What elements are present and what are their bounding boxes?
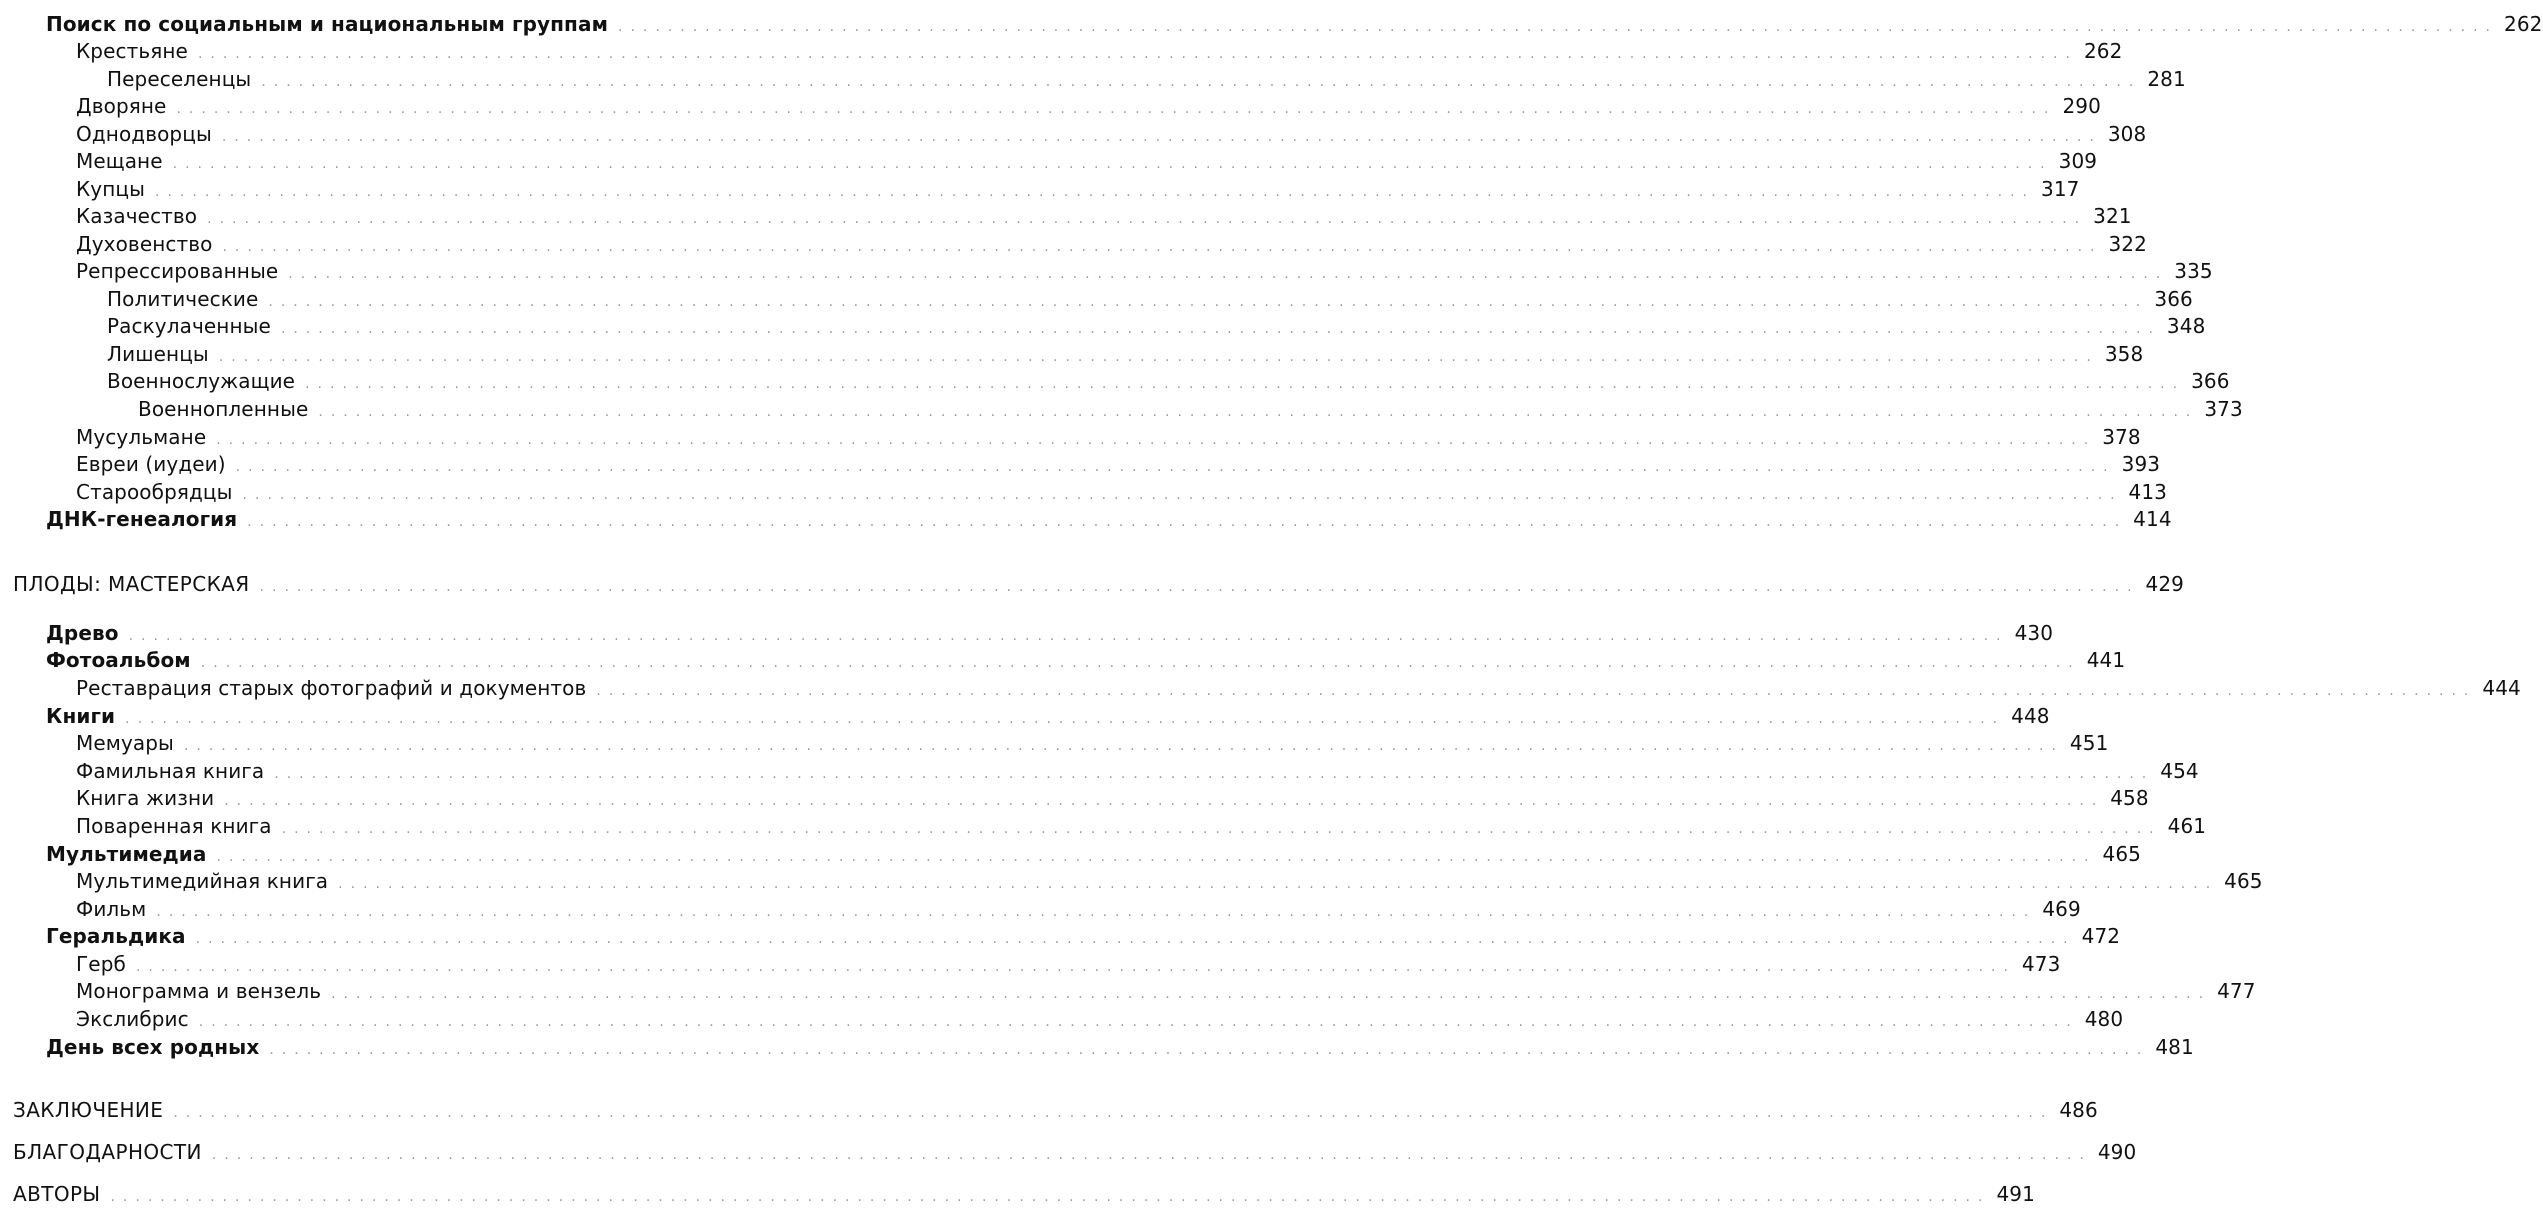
toc-entry [0,176,2080,202]
toc-entry-title: Экслибрис [76,1007,189,1031]
toc-entry-title: Военнослужащие [107,369,296,393]
toc-entry [0,11,2543,37]
toc-entry-page: 448 [2011,704,2050,728]
toc-entry-title: Фильм [76,897,147,921]
toc-entry-title: Фотоальбом [46,648,191,672]
toc-entry-page: 454 [2160,759,2199,783]
toc-entry-title: Реставрация старых фотографий и документов [76,676,587,700]
toc-entry-title: Политические [107,287,259,311]
toc-leader-dots: ....................................................................................................................................................... [280,321,2161,337]
toc-entry-title: Мусульмане [76,425,207,449]
toc-entry-page: 262 [2504,12,2543,36]
toc-entry [0,785,2149,811]
toc-entry-title: День всех родных [46,1035,260,1059]
toc-entry [0,368,2230,394]
toc-entry-title: Однодворцы [76,122,212,146]
toc-leader-dots: ....................................................................................................................................................... [281,821,2162,837]
toc-entry-title: Книга жизни [76,786,215,810]
toc-entry [0,730,2109,756]
toc-entry-page: 444 [2482,676,2521,700]
toc-leader-dots: ....................................................................................................................................................... [305,376,2186,392]
toc-leader-dots: ....................................................................................................................................................... [216,432,2097,448]
toc-entry-title: ДНК-генеалогия [46,507,238,531]
toc-leader-dots: ....................................................................................................................................................... [221,129,2102,145]
toc-leader-dots: ....................................................................................................................................................... [135,959,2016,975]
toc-entry-title: Мультимедийная книга [76,869,329,893]
toc-entry-title: Крестьяне [76,39,188,63]
toc-entry [0,121,2147,147]
toc-leader-dots: ....................................................................................................................................................... [618,19,2499,35]
toc-entry-page: 366 [2191,369,2230,393]
toc-entry [0,313,2206,339]
toc-entry [0,341,2144,367]
toc-leader-dots: ....................................................................................................................................................... [125,711,2006,727]
toc-entry-page: 322 [2108,232,2147,256]
toc-entry [0,258,2213,284]
toc-entry-page: 414 [2133,507,2172,531]
toc-entry [0,203,2132,229]
toc-leader-dots: ....................................................................................................................................................... [596,683,2477,699]
toc-entry-page: 473 [2021,952,2061,976]
toc-entry [0,841,2141,867]
toc-entry [0,978,2256,1004]
toc-entry-page: 461 [2167,814,2207,838]
toc-leader-dots: ....................................................................................................................................................... [222,239,2103,255]
toc-entry-page: 451 [2069,731,2109,755]
toc-leader-dots: ....................................................................................................................................................... [318,404,2199,420]
toc-entry [0,620,2054,646]
toc-part-heading [0,1139,2137,1165]
toc-leader-dots: ....................................................................................................................................................... [128,628,2009,644]
toc-entry-title: Мультимедиа [46,842,207,866]
toc-entry [0,506,2172,532]
toc-leader-dots: ....................................................................................................................................................... [288,266,2169,282]
toc-entry-page: 309 [2058,149,2098,173]
toc-leader-dots: ....................................................................................................................................................... [198,1014,2079,1030]
toc-leader-dots: ....................................................................................................................................................... [207,211,2088,227]
toc-entry [0,951,2061,977]
toc-entry [0,647,2126,673]
toc-leader-dots: ....................................................................................................................................................... [211,1147,2092,1163]
toc-leader-dots: ....................................................................................................................................................... [242,487,2123,503]
toc-entry [0,923,2121,949]
toc-entry-page: 465 [2102,842,2141,866]
toc-entry-title: Переселенцы [107,67,252,91]
toc-entry [0,424,2141,450]
toc-leader-dots: ....................................................................................................................................................... [172,156,2053,172]
toc-entry [0,896,2081,922]
toc-entry-title: Фамильная книга [76,759,265,783]
toc-entry-page: 281 [2147,67,2186,91]
toc-entry-page: 373 [2204,397,2243,421]
toc-leader-dots: ....................................................................................................................................................... [218,349,2099,365]
toc-entry-title: Геральдика [46,924,186,948]
toc-entry [0,479,2168,505]
toc-part-heading [0,1181,2035,1207]
toc-leader-dots: ....................................................................................................................................................... [156,904,2037,920]
toc-entry-title: Купцы [76,177,146,201]
toc-entry-page: 441 [2086,648,2126,672]
toc-leader-dots: ....................................................................................................................................................... [261,74,2142,90]
toc-entry-title: БЛАГОДАРНОСТИ [13,1140,202,1164]
toc-leader-dots: ....................................................................................................................................................... [155,184,2035,200]
toc-leader-dots: ....................................................................................................................................................... [235,459,2116,475]
toc-entry-page: 469 [2042,897,2081,921]
toc-entry-title: Книги [46,704,116,728]
toc-entry-title: ЗАКЛЮЧЕНИЕ [13,1098,164,1122]
toc-entry-page: 491 [1996,1182,2035,1206]
toc-entry-page: 429 [2145,572,2185,596]
toc-entry-page: 480 [2084,1007,2124,1031]
toc-entry-page: 335 [2174,259,2213,283]
toc-entry [0,93,2101,119]
toc-leader-dots: ....................................................................................................................................................... [200,655,2081,671]
toc-entry-title: Герб [76,952,126,976]
toc-entry-page: 458 [2110,786,2149,810]
toc-leader-dots: ....................................................................................................................................................... [176,101,2057,117]
toc-entry-page: 490 [2097,1140,2137,1164]
toc-entry-page: 477 [2217,979,2256,1003]
toc-entry-page: 472 [2081,924,2121,948]
toc-entry-title: Поваренная книга [76,814,272,838]
toc-entry [0,38,2123,64]
toc-entry [0,396,2243,422]
toc-entry [0,1006,2124,1032]
toc-entry-title: Поиск по социальным и национальным группам [46,12,609,36]
toc-part-heading [0,571,2185,597]
toc-part-heading [0,1097,2098,1123]
toc-entry-title: ПЛОДЫ: МАСТЕРСКАЯ [13,572,250,596]
toc-entry-title: Лишенцы [107,342,209,366]
toc-entry-page: 378 [2102,425,2141,449]
toc-leader-dots: ....................................................................................................................................................... [197,46,2078,62]
toc-entry-title: Древо [46,621,119,645]
toc-leader-dots: ....................................................................................................................................................... [269,1042,2150,1058]
toc-entry [0,703,2050,729]
toc-entry-title: Раскулаченные [107,314,271,338]
toc-entry-title: Дворяне [76,94,167,118]
toc-entry-page: 308 [2107,122,2147,146]
toc-entry-title: Мемуары [76,731,174,755]
toc-leader-dots: ....................................................................................................................................................... [173,1105,2054,1121]
toc-entry-title: Репрессированные [76,259,279,283]
toc-entry-page: 321 [2093,204,2132,228]
toc-entry-page: 262 [2083,39,2123,63]
toc-entry [0,286,2193,312]
toc-entry [0,1034,2194,1060]
toc-leader-dots: ....................................................................................................................................................... [216,849,2097,865]
toc-entry-page: 481 [2155,1035,2194,1059]
toc-leader-dots: ....................................................................................................................................................... [195,931,2076,947]
toc-leader-dots: ....................................................................................................................................................... [331,986,2212,1002]
toc-entry-title: Мещане [76,149,163,173]
toc-entry-page: 348 [2166,314,2206,338]
toc-entry-page: 366 [2154,287,2193,311]
toc-entry-title: Казачество [76,204,198,228]
toc-entry-page: 465 [2224,869,2263,893]
toc-entry-page: 317 [2041,177,2080,201]
toc-entry [0,66,2186,92]
toc-entry-title: Духовенство [76,232,213,256]
toc-entry-page: 290 [2062,94,2101,118]
toc-entry-page: 486 [2059,1098,2098,1122]
toc-entry-title: АВТОРЫ [13,1182,101,1206]
toc-leader-dots: ....................................................................................................................................................... [247,514,2128,530]
toc-entry [0,148,2098,174]
toc-leader-dots: ....................................................................................................................................................... [268,294,2149,310]
toc-leader-dots: ....................................................................................................................................................... [110,1189,1991,1205]
toc-entry [0,675,2521,701]
toc-entry-title: Евреи (иудеи) [76,452,226,476]
toc-leader-dots: ....................................................................................................................................................... [224,793,2105,809]
toc-entry-page: 430 [2014,621,2054,645]
toc-leader-dots: ....................................................................................................................................................... [274,766,2155,782]
toc-entry [0,758,2199,784]
toc-entry-page: 413 [2128,480,2168,504]
toc-entry-title: Старообрядцы [76,480,233,504]
toc-entry [0,231,2147,257]
toc-entry [0,868,2263,894]
toc-entry [0,813,2207,839]
toc-entry-title: Военнопленные [138,397,309,421]
toc-entry-page: 393 [2121,452,2161,476]
toc-entry [0,451,2161,477]
toc-leader-dots: ....................................................................................................................................................... [183,738,2064,754]
toc-entry-title: Монограмма и вензель [76,979,322,1003]
toc-entry-page: 358 [2104,342,2144,366]
toc-leader-dots: ....................................................................................................................................................... [259,579,2140,595]
toc-leader-dots: ....................................................................................................................................................... [338,876,2219,892]
